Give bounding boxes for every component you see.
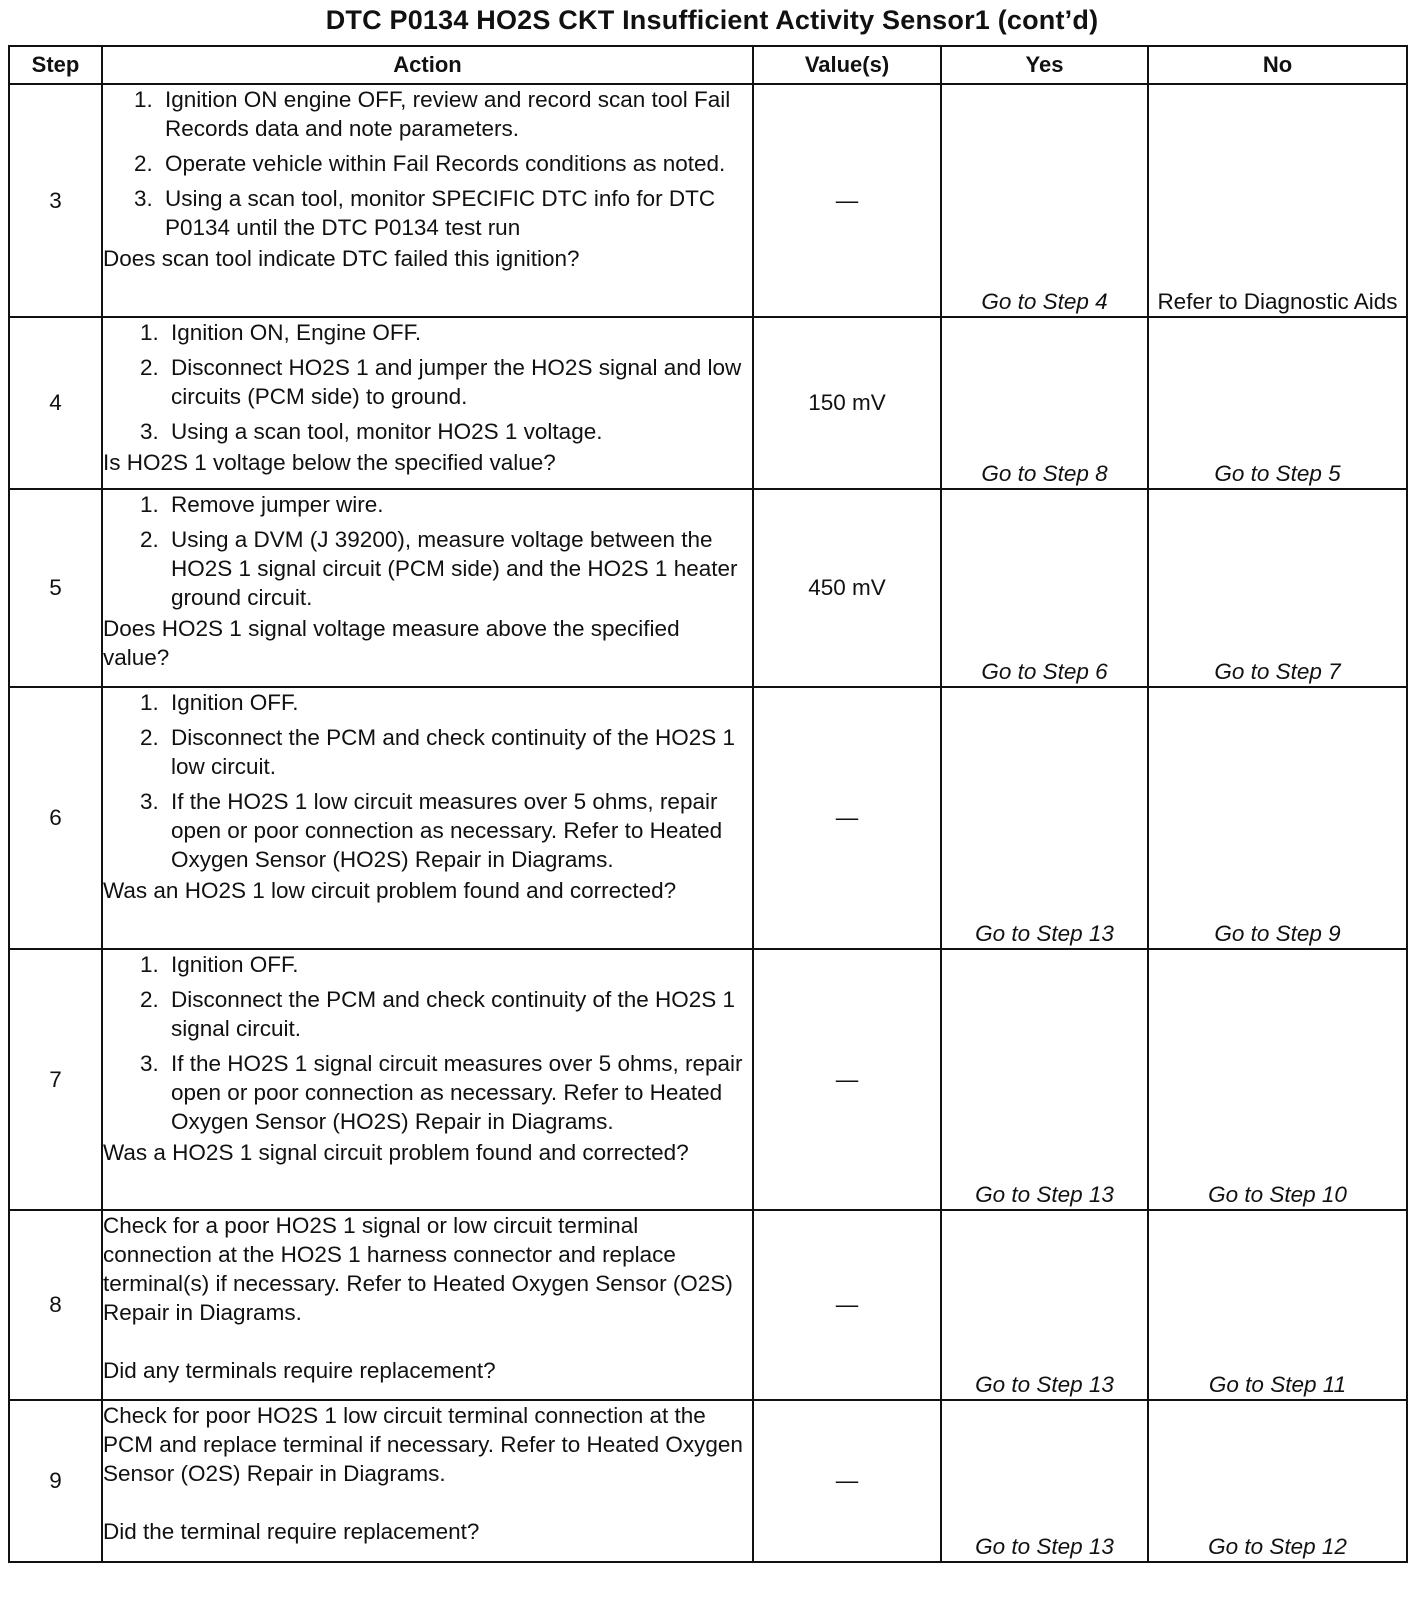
step-number: 3 — [9, 84, 102, 317]
action-cell — [102, 1400, 753, 1562]
spacer — [103, 1327, 752, 1356]
action-question: Did the terminal require replacement? — [103, 1519, 480, 1544]
action-step: 3. If the HO2S 1 signal circuit measures over 5 ohms, repair open or poor connection as necessary. Refer to Heated Oxygen Sensor (HO2S) Repair in Diagrams. — [165, 1049, 752, 1138]
table-row — [9, 489, 1407, 687]
header-yes: Yes — [941, 46, 1148, 84]
action-cell — [102, 317, 753, 489]
yes-cell: Go to Step 8 — [941, 317, 1148, 489]
action-text: Check for a poor HO2S 1 signal or low circuit terminal connection at the HO2S 1 harness connector and replace terminal(s) if necessary. Refer to Heated Oxygen Sensor (O2S) Repair in Diagrams. — [103, 1213, 733, 1325]
action-step: 2. Disconnect the PCM and check continuity of the HO2S 1 low circuit. — [165, 723, 752, 787]
action-question: Does scan tool indicate DTC failed this ignition? — [103, 246, 580, 271]
no-cell: Go to Step 9 — [1148, 687, 1407, 949]
action-step: 1. Ignition OFF. — [165, 688, 752, 723]
action-question: Did any terminals require replacement? — [103, 1358, 496, 1383]
action-step: 2. Using a DVM (J 39200), measure voltage between the HO2S 1 signal circuit (PCM side) and the HO2S 1 heater ground circuit. — [165, 525, 752, 614]
no-cell: Refer to Diagnostic Aids — [1148, 84, 1407, 317]
table-row — [9, 84, 1407, 317]
table-row — [9, 949, 1407, 1210]
action-cell — [102, 949, 753, 1210]
action-step: 3. Using a scan tool, monitor HO2S 1 voltage. — [165, 417, 752, 448]
step-number: 8 — [9, 1210, 102, 1400]
action-step: 1. Ignition ON, Engine OFF. — [165, 318, 752, 353]
action-step: 1. Remove jumper wire. — [165, 490, 752, 525]
value-cell: — — [753, 687, 941, 949]
diagnostic-table — [8, 45, 1408, 1563]
action-cell — [102, 84, 753, 317]
value-cell: — — [753, 949, 941, 1210]
action-cell — [102, 1210, 753, 1400]
value-cell: 450 mV — [753, 489, 941, 687]
action-steps — [103, 318, 752, 448]
header-values: Value(s) — [753, 46, 941, 84]
action-question: Was an HO2S 1 low circuit problem found and corrected? — [103, 878, 677, 903]
header-step: Step — [9, 46, 102, 84]
yes-cell: Go to Step 6 — [941, 489, 1148, 687]
action-text: Check for poor HO2S 1 low circuit terminal connection at the PCM and replace terminal if necessary. Refer to Heated Oxygen Sensor (O2S) Repair in Diagrams. — [103, 1403, 743, 1486]
header-row — [9, 46, 1407, 84]
action-step: 2. Disconnect HO2S 1 and jumper the HO2S signal and low circuits (PCM side) to ground. — [165, 353, 752, 417]
page-title: DTC P0134 HO2S CKT Insufficient Activity Sensor1 (cont’d) — [325, 5, 1099, 35]
action-step: 2. Operate vehicle within Fail Records conditions as noted. — [159, 149, 752, 184]
value-cell: — — [753, 1210, 941, 1400]
value-cell: 150 mV — [753, 317, 941, 489]
action-steps — [103, 490, 752, 614]
yes-cell: Go to Step 13 — [941, 949, 1148, 1210]
action-question: Was a HO2S 1 signal circuit problem found and corrected? — [103, 1140, 689, 1165]
step-number: 5 — [9, 489, 102, 687]
yes-cell: Go to Step 13 — [941, 687, 1148, 949]
step-number: 4 — [9, 317, 102, 489]
no-cell: Go to Step 5 — [1148, 317, 1407, 489]
header-no: No — [1148, 46, 1407, 84]
step-number: 9 — [9, 1400, 102, 1562]
value-cell: — — [753, 1400, 941, 1562]
action-step: 3. Using a scan tool, monitor SPECIFIC DTC info for DTC P0134 until the DTC P0134 test run — [159, 184, 752, 244]
yes-cell: Go to Step 4 — [941, 84, 1148, 317]
table-row — [9, 317, 1407, 489]
table-row — [9, 1210, 1407, 1400]
action-steps — [103, 85, 752, 244]
value-cell: — — [753, 84, 941, 317]
yes-cell: Go to Step 13 — [941, 1210, 1148, 1400]
yes-cell: Go to Step 13 — [941, 1400, 1148, 1562]
spacer — [103, 1488, 752, 1517]
action-steps — [103, 950, 752, 1138]
action-cell — [102, 489, 753, 687]
action-step: 2. Disconnect the PCM and check continuity of the HO2S 1 signal circuit. — [165, 985, 752, 1049]
step-number: 7 — [9, 949, 102, 1210]
action-question: Does HO2S 1 signal voltage measure above the specified value? — [103, 616, 680, 670]
header-action: Action — [102, 46, 753, 84]
action-step: 3. If the HO2S 1 low circuit measures over 5 ohms, repair open or poor connection as necessary. Refer to Heated Oxygen Sensor (HO2S) Repair in Diagrams. — [165, 787, 752, 876]
no-cell: Go to Step 10 — [1148, 949, 1407, 1210]
table-row — [9, 687, 1407, 949]
step-number: 6 — [9, 687, 102, 949]
table-row — [9, 1400, 1407, 1562]
action-steps — [103, 688, 752, 876]
no-cell: Go to Step 11 — [1148, 1210, 1407, 1400]
action-cell — [102, 687, 753, 949]
action-step: 1. Ignition OFF. — [165, 950, 752, 985]
action-question: Is HO2S 1 voltage below the specified value? — [103, 450, 556, 475]
no-cell: Go to Step 12 — [1148, 1400, 1407, 1562]
action-step: 1. Ignition ON engine OFF, review and record scan tool Fail Records data and note parameters. — [159, 85, 752, 149]
no-cell: Go to Step 7 — [1148, 489, 1407, 687]
